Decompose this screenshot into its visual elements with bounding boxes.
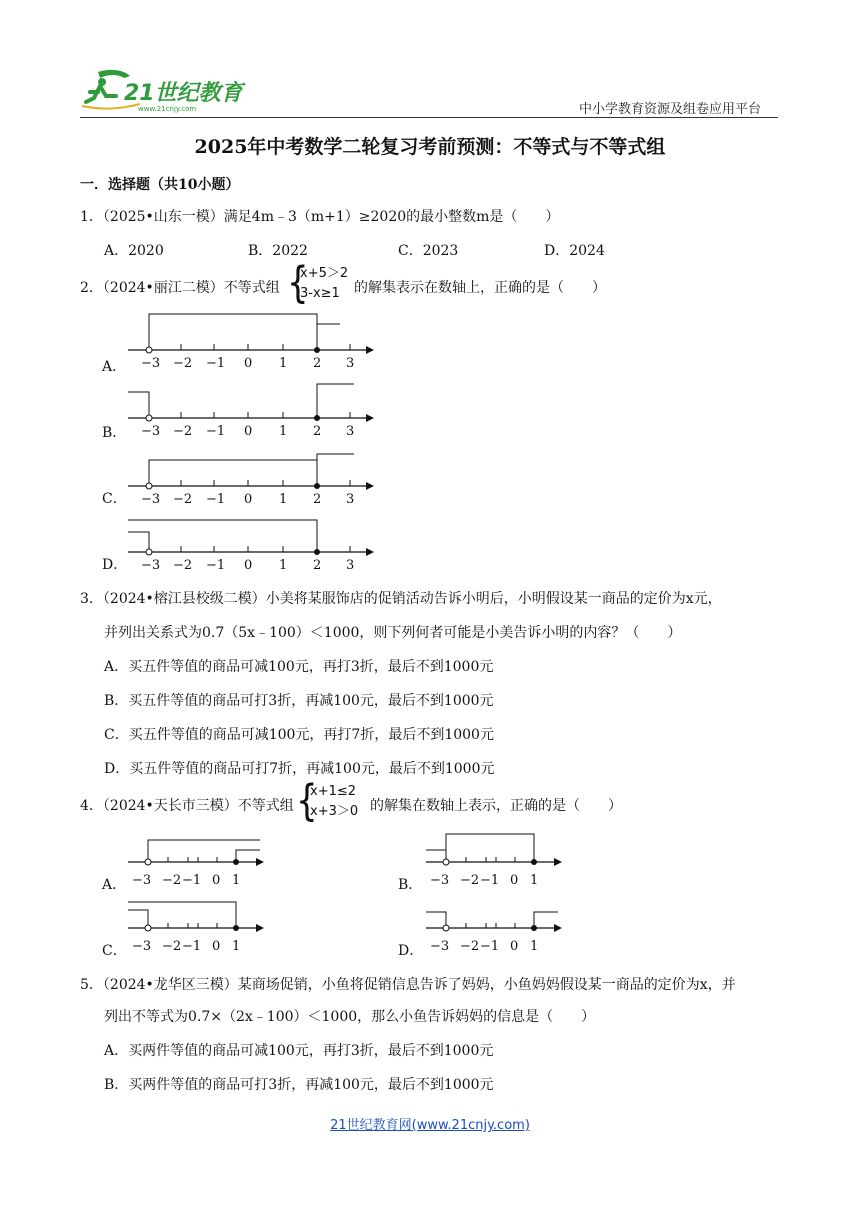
question-1-stem: 1．（2025•山东一模）满足4m﹣3（m+1）≥2020的最小整数m是（ ） [80, 209, 560, 225]
svg-text:−2: −2 [460, 939, 480, 954]
svg-text:−3: −3 [132, 939, 152, 954]
svg-text:−2: −2 [162, 873, 182, 888]
svg-text:−3: −3 [430, 939, 450, 954]
svg-text:−2: −2 [173, 558, 193, 572]
svg-text:2: 2 [313, 424, 322, 438]
q1-option-c: C．2023 [398, 243, 459, 259]
svg-text:0: 0 [510, 873, 519, 888]
q4-option-c-label: C． [102, 943, 127, 959]
question-4-suffix: 的解集在数轴上表示，正确的是（ ） [370, 798, 622, 814]
q5-option-b: B．买两件等值的商品可打3折，再减100元，最后不到1000元 [104, 1077, 494, 1093]
svg-text:1: 1 [232, 939, 241, 954]
svg-text:−1: −1 [206, 424, 226, 438]
svg-text:−3: −3 [141, 492, 161, 506]
svg-text:−2: −2 [460, 873, 480, 888]
svg-text:1: 1 [279, 424, 288, 438]
svg-text:0: 0 [244, 356, 253, 370]
q2-system [300, 264, 348, 304]
q2-option-c-label: C． [102, 491, 127, 507]
svg-text:0: 0 [510, 939, 519, 954]
q4-numberline-a [124, 832, 274, 892]
question-2-suffix: 的解集表示在数轴上，正确的是（ ） [354, 280, 606, 296]
svg-text:0: 0 [212, 939, 221, 954]
q3-option-b: B．买五件等值的商品可打3折，再减100元，最后不到1000元 [104, 693, 494, 709]
svg-text:−1: −1 [206, 492, 226, 506]
q5-option-a: A．买两件等值的商品可减100元，再打3折，最后不到1000元 [104, 1043, 494, 1059]
svg-text:−3: −3 [430, 873, 450, 888]
logo-url: www.21cnjy.com [138, 105, 197, 113]
q4-inequality-2: x+3＞0 [310, 804, 359, 819]
question-5-line-1: 5．（2024•龙华区三模）某商场促销，小鱼将促销信息告诉了妈妈，小鱼妈妈假设某一商品的定价为x，并 [80, 977, 736, 993]
q2-option-a-label: A． [102, 359, 127, 375]
svg-text:−1: −1 [182, 939, 202, 954]
svg-text:−3: −3 [141, 424, 161, 438]
logo-text: 21世纪教育 [124, 81, 243, 106]
svg-text:1: 1 [232, 873, 241, 888]
question-2-prefix: 2．（2024•丽江二模）不等式组 [80, 280, 280, 296]
svg-text:−3: −3 [141, 558, 161, 572]
q4-system [310, 782, 358, 822]
q2-numberline-d [120, 512, 380, 572]
svg-text:0: 0 [212, 873, 221, 888]
q2-numberline-c [120, 446, 380, 506]
svg-text:3: 3 [346, 424, 355, 438]
q4-numberline-c [124, 898, 274, 958]
svg-text:−1: −1 [480, 873, 500, 888]
q4-option-b-label: B． [398, 877, 423, 893]
q4-system-brace: { [296, 776, 318, 827]
footer-link[interactable]: 21世纪教育网(www.21cnjy.com) [330, 1118, 530, 1133]
svg-text:−3: −3 [132, 873, 152, 888]
svg-text:0: 0 [244, 558, 253, 572]
svg-text:2: 2 [313, 356, 322, 370]
svg-text:1: 1 [279, 492, 288, 506]
page-title: 2025年中考数学二轮复习考前预测：不等式与不等式组 [194, 136, 666, 158]
svg-text:−1: −1 [206, 356, 226, 370]
svg-text:−1: −1 [206, 558, 226, 572]
q3-option-c: C．买五件等值的商品可减100元，再打7折，最后不到1000元 [104, 727, 494, 743]
site-logo [80, 66, 250, 116]
svg-text:−2: −2 [173, 492, 193, 506]
svg-text:1: 1 [530, 939, 539, 954]
q2-option-d-label: D． [102, 557, 128, 573]
svg-text:2: 2 [313, 558, 322, 572]
svg-text:−2: −2 [173, 356, 193, 370]
svg-text:−1: −1 [480, 939, 500, 954]
svg-text:0: 0 [244, 492, 253, 506]
svg-text:−2: −2 [173, 424, 193, 438]
question-5-line-2: 列出不等式为0.7×（2x﹣100）＜1000，那么小鱼告诉妈妈的信息是（ ） [104, 1009, 596, 1025]
q4-option-d-label: D． [398, 943, 424, 959]
q1-option-d: D．2024 [544, 243, 605, 259]
q4-numberline-b [422, 832, 572, 892]
q4-inequality-1: x+1≤2 [310, 784, 357, 799]
question-4-prefix: 4．（2024•天长市三模）不等式组 [80, 798, 294, 814]
q3-option-d: D．买五件等值的商品可打7折，再减100元，最后不到1000元 [104, 761, 495, 777]
svg-text:3: 3 [346, 356, 355, 370]
svg-text:−3: −3 [141, 356, 161, 370]
platform-label: 中小学教育资源及组卷应用平台 [579, 102, 762, 117]
q3-option-a: A．买五件等值的商品可减100元，再打3折，最后不到1000元 [104, 659, 494, 675]
svg-text:2: 2 [313, 492, 322, 506]
q4-numberline-d [422, 898, 572, 958]
svg-text:1: 1 [279, 356, 288, 370]
q2-numberline-b [120, 378, 380, 438]
svg-text:−1: −1 [182, 873, 202, 888]
svg-text:0: 0 [244, 424, 253, 438]
q1-option-a: A．2020 [104, 243, 164, 259]
svg-text:3: 3 [346, 558, 355, 572]
q2-system-brace: { [287, 258, 309, 309]
svg-text:3: 3 [346, 492, 355, 506]
q2-inequality-1: x+5＞2 [300, 266, 349, 281]
svg-text:1: 1 [530, 873, 539, 888]
q2-numberline-a [120, 310, 380, 370]
q2-inequality-2: 3-x≥1 [300, 286, 340, 301]
header-divider [80, 117, 778, 118]
q2-option-b-label: B． [102, 425, 127, 441]
question-3-line-2: 并列出关系式为0.7（5x﹣100）＜1000，则下列何者可能是小美告诉小明的内容？（ ） [104, 625, 682, 641]
svg-text:1: 1 [279, 558, 288, 572]
question-3-line-1: 3．（2024•榕江县校级二模）小美将某服饰店的促销活动告诉小明后，小明假设某一商品的定价为x元， [80, 591, 722, 607]
q1-option-b: B．2022 [248, 243, 308, 259]
svg-text:−2: −2 [162, 939, 182, 954]
section-heading: 一．选择题（共10小题） [80, 177, 240, 193]
q4-option-a-label: A． [102, 877, 127, 893]
